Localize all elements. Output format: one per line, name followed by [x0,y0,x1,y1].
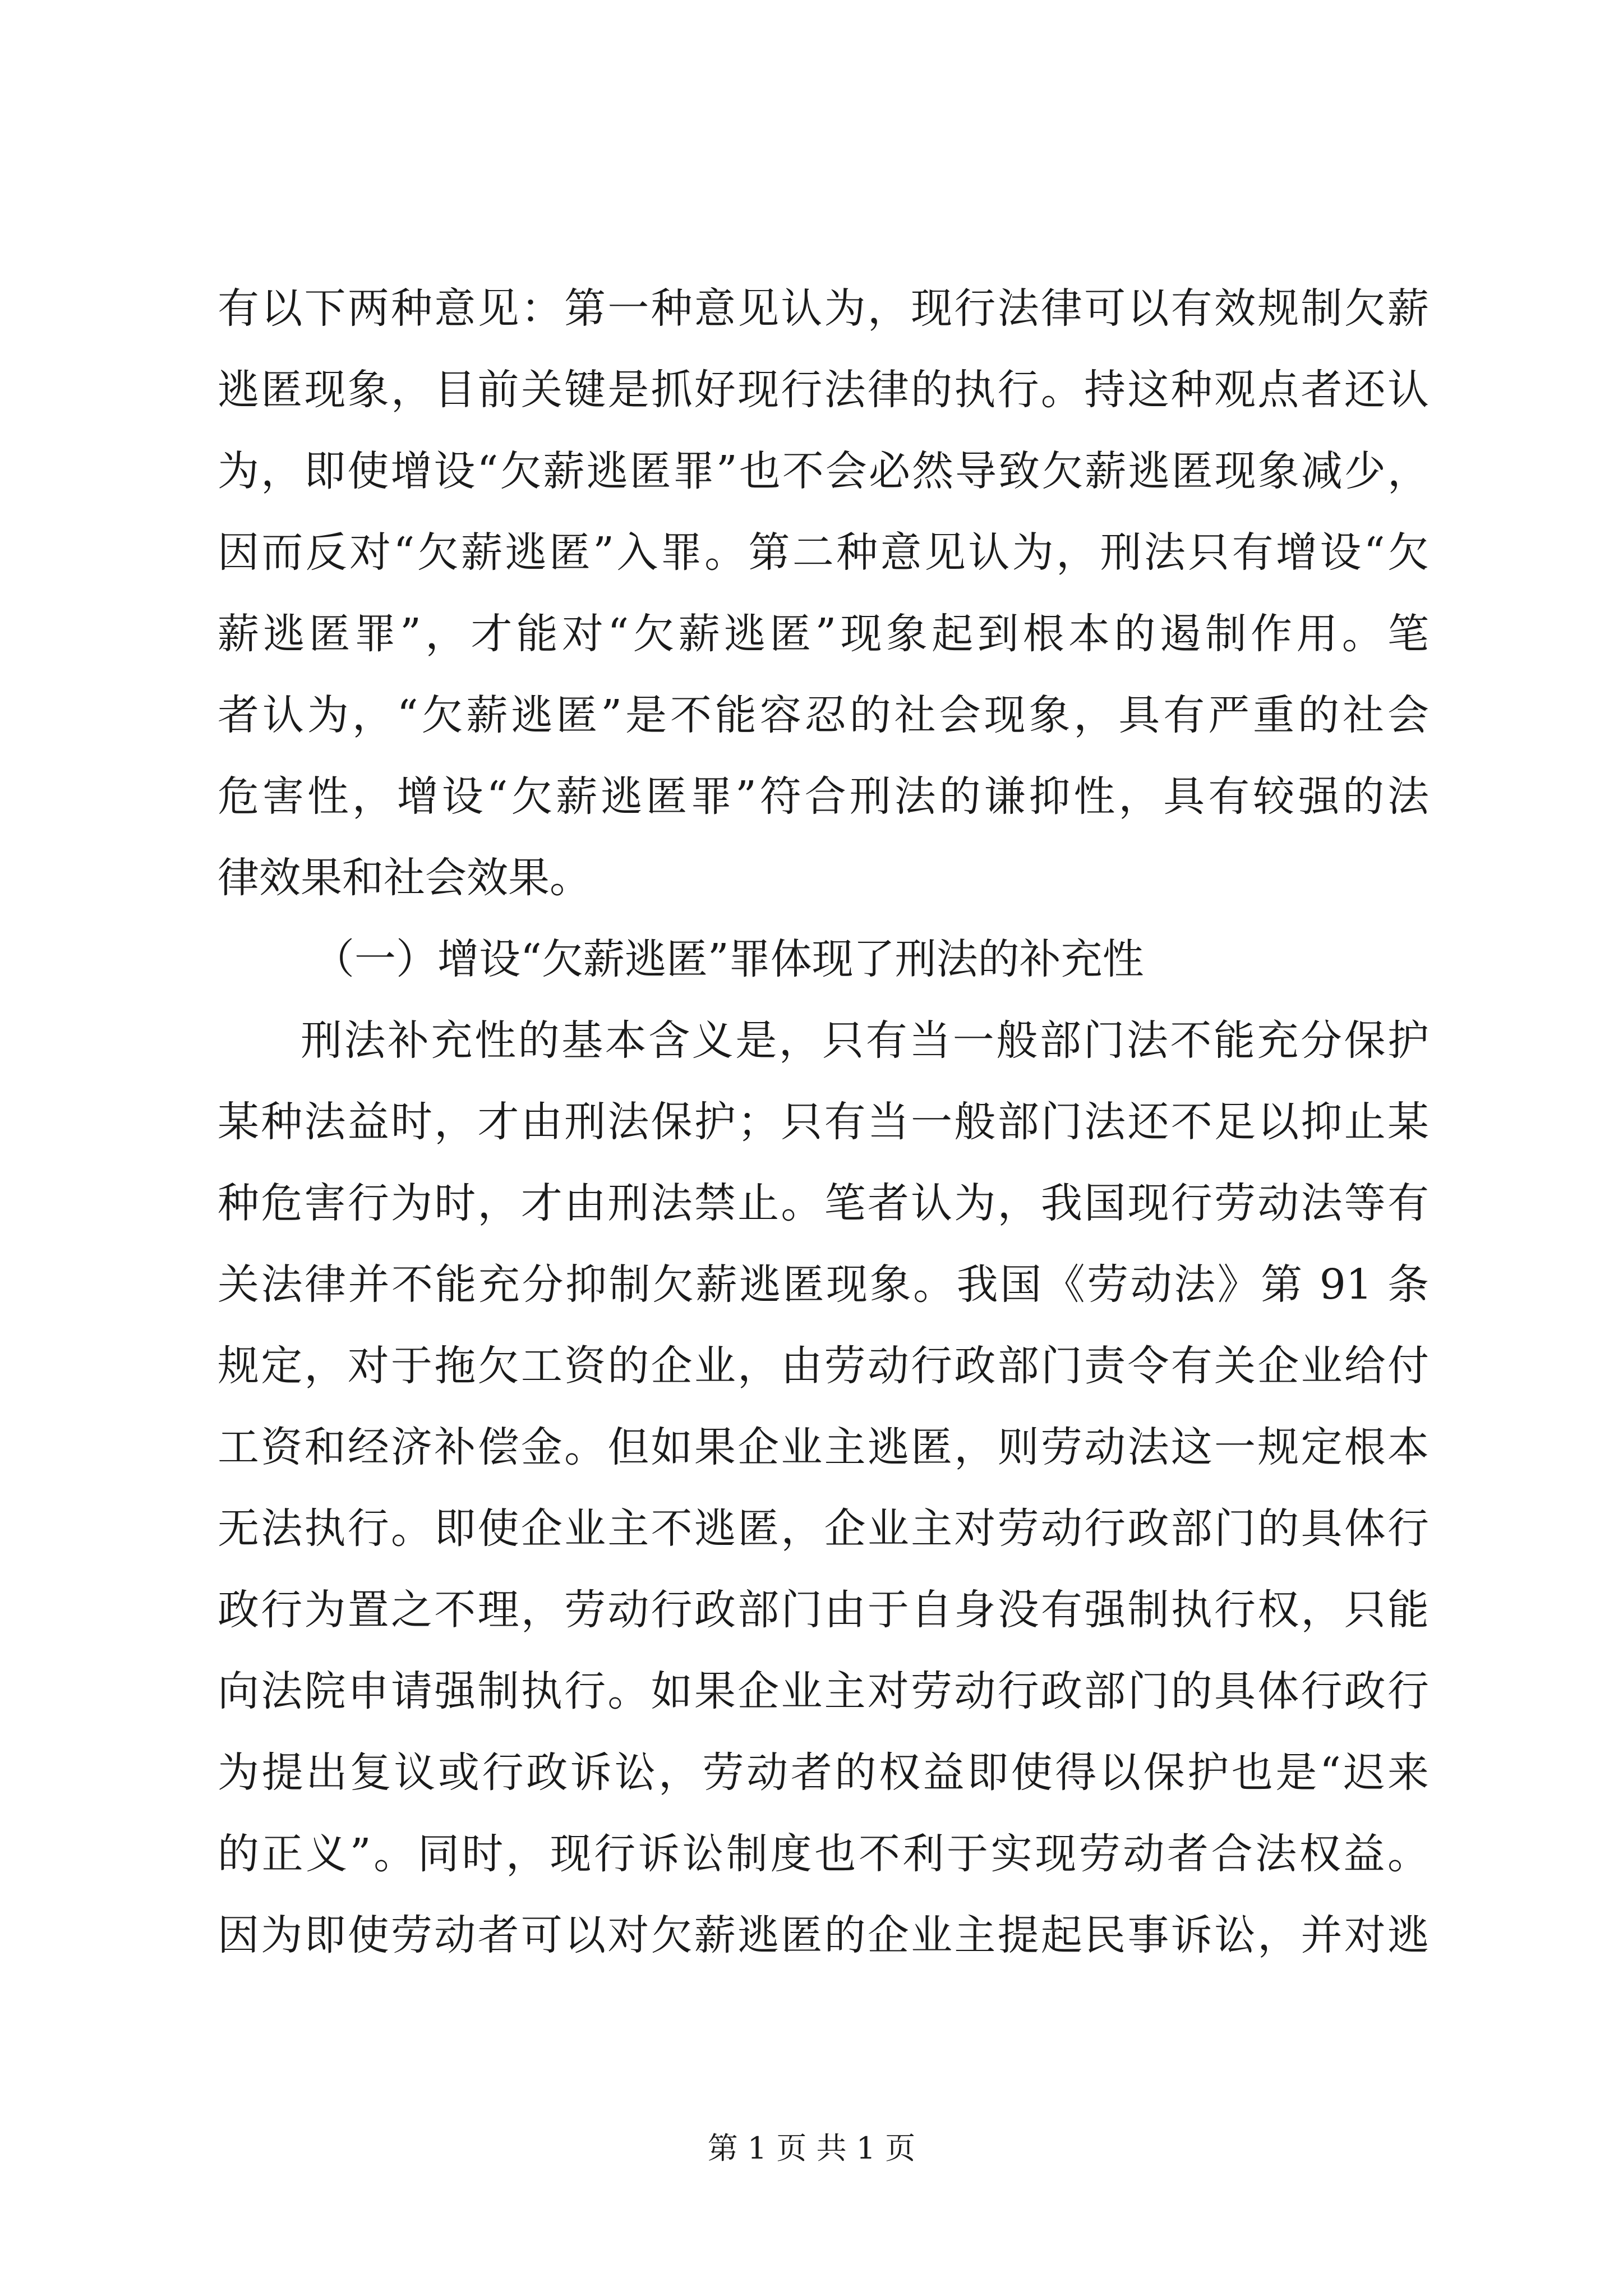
text-line: 无法执行。即使企业主不逃匿，企业主对劳动行政部门的具体行 [218,1504,1429,1553]
text-line: 政行为置之不理，劳动行政部门由于自身没有强制执行权，只能 [218,1586,1429,1634]
page-number: 第 1 页 共 1 页 [707,2131,916,2166]
text-line: 律效果和社会效果。 [218,854,591,902]
text-line: 为提出复议或行政诉讼，劳动者的权益即使得以保护也是“迟来 [218,1749,1429,1797]
text-line: 有以下两种意见：第一种意见认为，现行法律可以有效规制欠薪 [218,284,1429,333]
text-line: 种危害行为时，才由刑法禁止。笔者认为，我国现行劳动法等有 [218,1179,1429,1227]
text-line: 规定，对于拖欠工资的企业，由劳动行政部门责令有关企业给付 [218,1342,1429,1390]
text-line: 逃匿现象，目前关键是抓好现行法律的执行。持这种观点者还认 [218,366,1429,414]
text-line: 因为即使劳动者可以对欠薪逃匿的企业主提起民事诉讼，并对逃 [218,1911,1429,1959]
text-line: 工资和经济补偿金。但如果企业主逃匿，则劳动法这一规定根本 [218,1423,1429,1471]
text-line: 危害性，增设“欠薪逃匿罪”符合刑法的谦抑性，具有较强的法 [218,772,1429,821]
text-line: 为，即使增设“欠薪逃匿罪”也不会必然导致欠薪逃匿现象减少， [218,447,1429,495]
text-line: 的正义”。同时，现行诉讼制度也不利于实现劳动者合法权益。 [218,1830,1429,1878]
body-text [218,268,1429,1976]
text-line: 者认为，“欠薪逃匿”是不能容忍的社会现象，具有严重的社会 [218,691,1429,739]
text-line: 向法院申请强制执行。如果企业主对劳动行政部门的具体行政行 [218,1667,1429,1715]
text-line: 刑法补充性的基本含义是，只有当一般部门法不能充分保护 [301,1016,1429,1065]
section-heading: （一）增设“欠薪逃匿”罪体现了刑法的补充性 [313,935,1144,983]
text-line: 关法律并不能充分抑制欠薪逃匿现象。我国《劳动法》第 91 条 [218,1260,1429,1309]
text-line: 某种法益时，才由刑法保护；只有当一般部门法还不足以抑止某 [218,1098,1429,1146]
text-line: 薪逃匿罪”，才能对“欠薪逃匿”现象起到根本的遏制作用。笔 [218,610,1429,658]
text-line: 因而反对“欠薪逃匿”入罪。第二种意见认为，刑法只有增设“欠 [218,528,1429,577]
page-footer [0,2129,1623,2168]
